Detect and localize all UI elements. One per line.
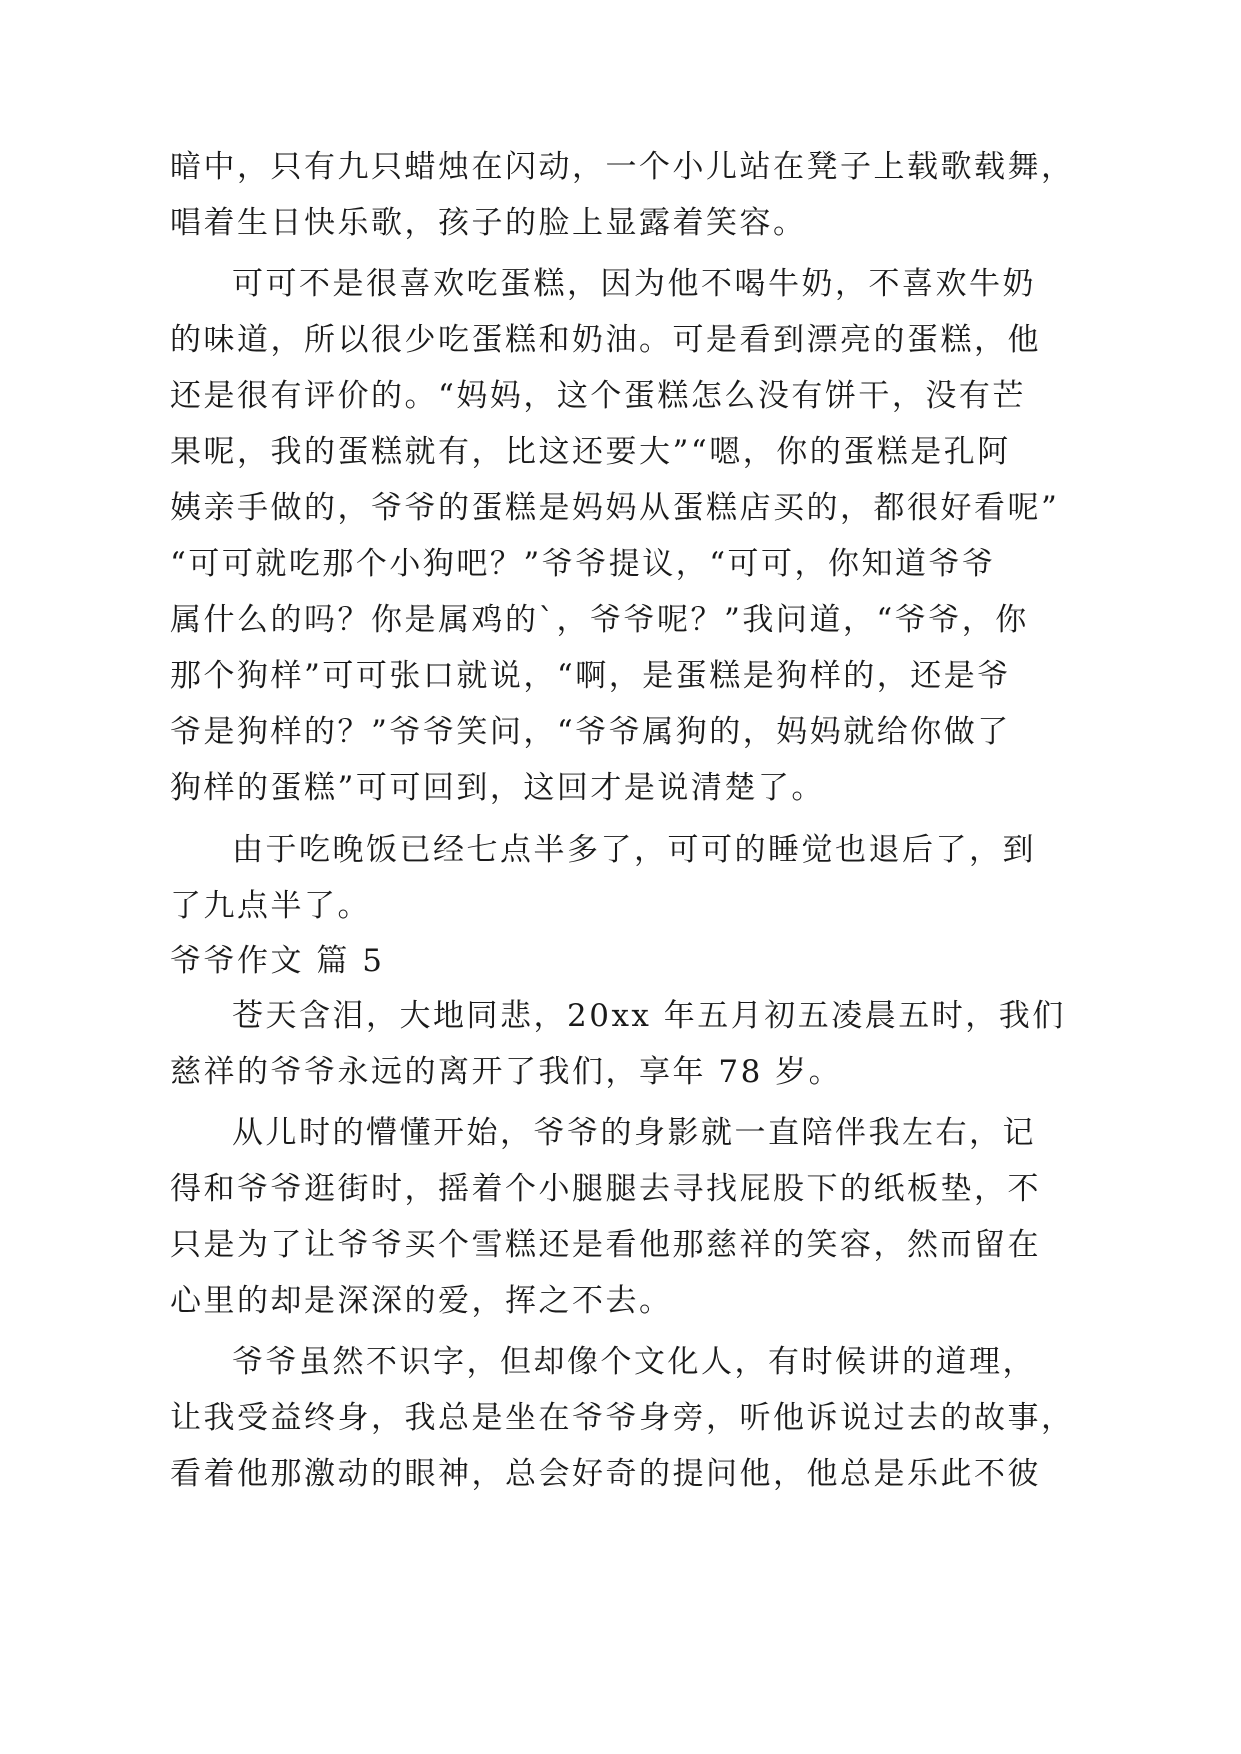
text-line-7: 姨亲手做的，爷爷的蛋糕是妈妈从蛋糕店买的，都很好看呢” — [170, 490, 1060, 526]
text-line-16: 苍天含泪，大地同悲，20xx 年五月初五凌晨五时，我们 — [232, 998, 1066, 1034]
text-line-9: 属什么的吗？你是属鸡的`，爷爷呢？”我问道，“爷爷，你 — [170, 602, 1029, 638]
text-line-14: 了九点半了。 — [170, 888, 371, 924]
section-heading: 爷爷作文 篇 5 — [170, 943, 385, 979]
text-line-17: 慈祥的爷爷永远的离开了我们，享年 78 岁。 — [170, 1054, 843, 1090]
text-line-24: 看着他那激动的眼神，总会好奇的提问他，他总是乐此不彼 — [170, 1456, 1041, 1492]
text-line-10: 那个狗样”可可张口就说，“啊，是蛋糕是狗样的，还是爷 — [170, 658, 1011, 694]
text-line-11: 爷是狗样的？”爷爷笑问，“爷爷属狗的，妈妈就给你做了 — [170, 714, 1011, 750]
text-line-22: 爷爷虽然不识字，但却像个文化人，有时候讲的道理， — [232, 1344, 1036, 1380]
text-line-6: 果呢，我的蛋糕就有，比这还要大”“嗯，你的蛋糕是孔阿 — [170, 434, 1011, 470]
text-line-18: 从儿时的懵懂开始，爷爷的身影就一直陪伴我左右，记 — [232, 1115, 1036, 1151]
text-line-5: 还是很有评价的。“妈妈，这个蛋糕怎么没有饼干，没有芒 — [170, 378, 1026, 414]
text-line-21: 心里的却是深深的爱，挥之不去。 — [170, 1283, 673, 1319]
text-line-12: 狗样的蛋糕”可可回到，这回才是说清楚了。 — [170, 770, 825, 806]
text-line-2: 唱着生日快乐歌，孩子的脸上显露着笑容。 — [170, 205, 807, 241]
text-line-4: 的味道，所以很少吃蛋糕和奶油。可是看到漂亮的蛋糕，他 — [170, 322, 1041, 358]
text-line-19: 得和爷爷逛街时，摇着个小腿腿去寻找屁股下的纸板垫，不 — [170, 1171, 1041, 1207]
text-line-3: 可可不是很喜欢吃蛋糕，因为他不喝牛奶，不喜欢牛奶 — [232, 266, 1036, 302]
text-line-13: 由于吃晚饭已经七点半多了，可可的睡觉也退后了，到 — [232, 832, 1036, 868]
text-line-23: 让我受益终身，我总是坐在爷爷身旁，听他诉说过去的故事， — [170, 1400, 1075, 1436]
text-line-8: “可可就吃那个小狗吧？”爷爷提议，“可可，你知道爷爷 — [170, 546, 996, 582]
text-line-20: 只是为了让爷爷买个雪糕还是看他那慈祥的笑容，然而留在 — [170, 1227, 1041, 1263]
text-line-1: 暗中，只有九只蜡烛在闪动，一个小儿站在凳子上载歌载舞， — [170, 149, 1075, 185]
